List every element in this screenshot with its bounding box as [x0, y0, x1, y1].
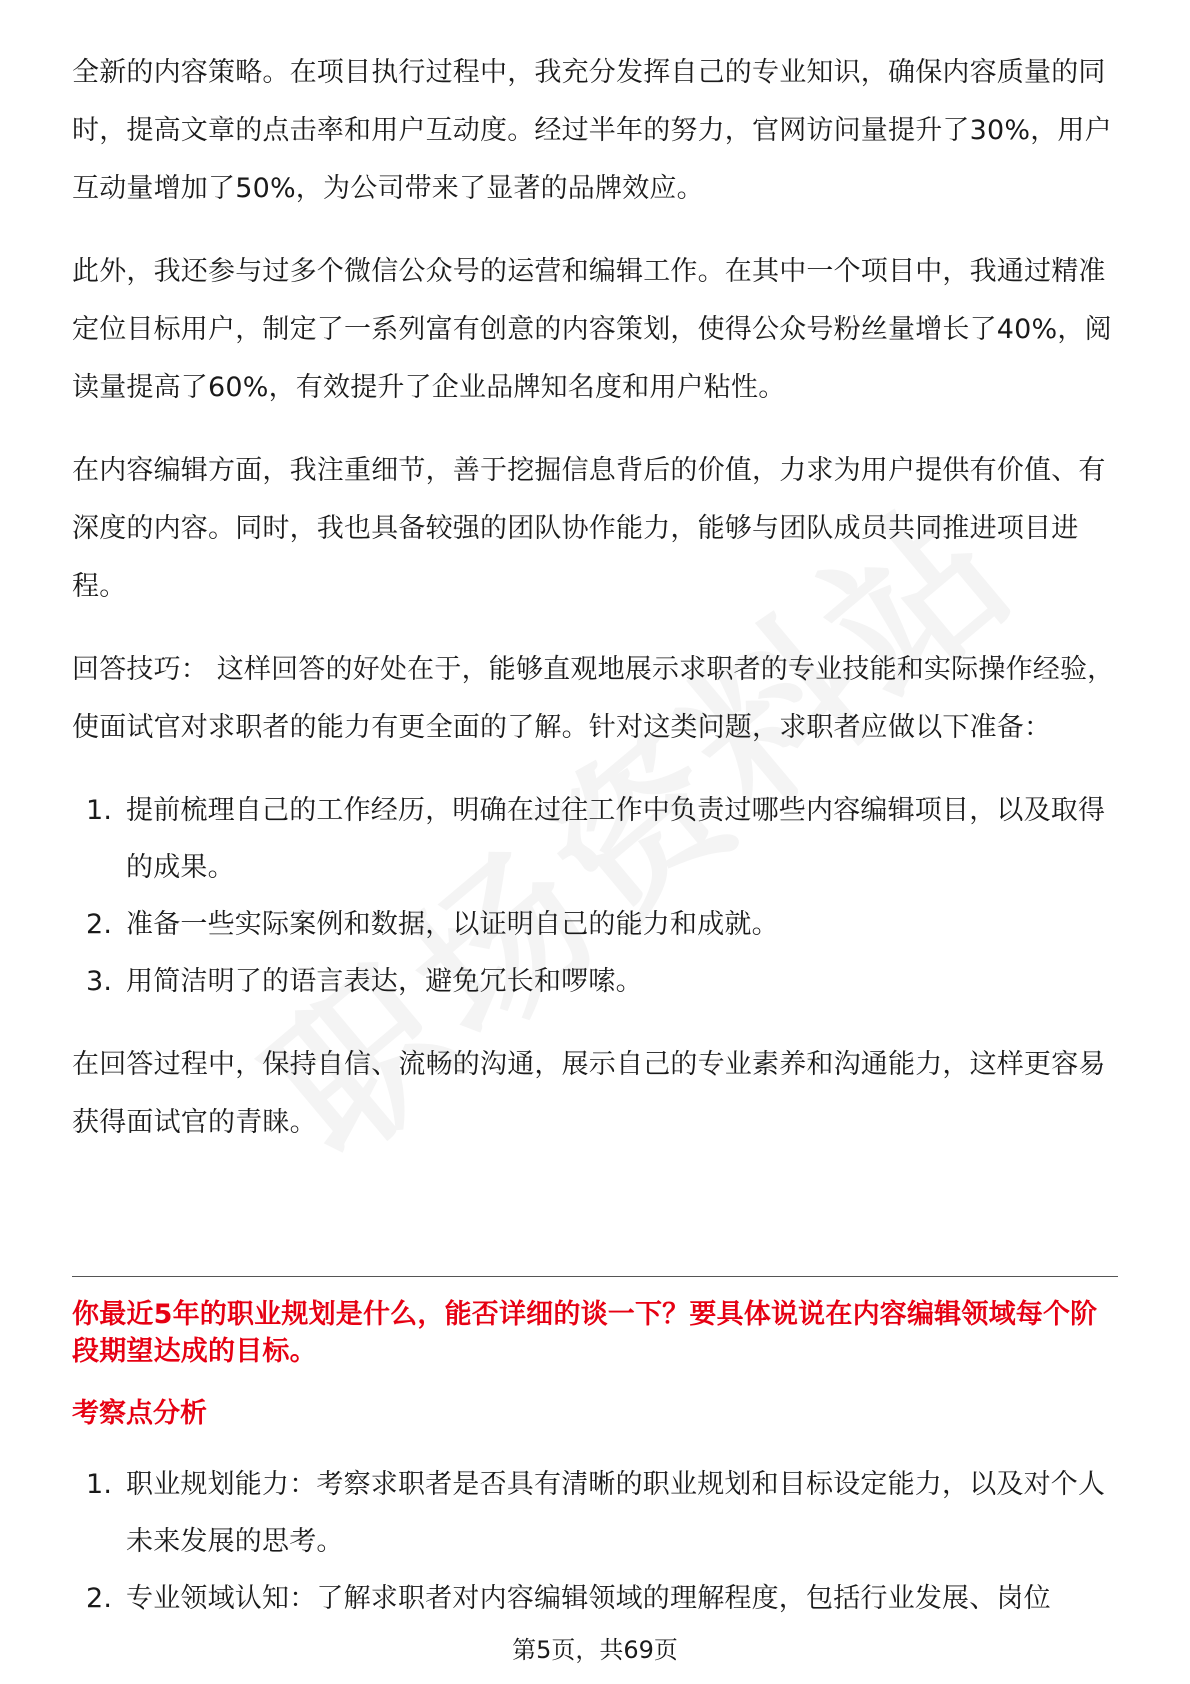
- list-item: [72, 953, 1118, 1010]
- tips-list: [72, 782, 1118, 1010]
- list-item-text: 准备一些实际案例和数据，以证明自己的能力和成就。: [126, 909, 779, 940]
- interview-question: 你最近5年的职业规划是什么，能否详细的谈一下？要具体说说在内容编辑领域每个阶段期望达成的目标。: [72, 1299, 1098, 1367]
- list-item-text: 职业规划能力：考察求职者是否具有清晰的职业规划和目标设定能力，以及对个人未来发展的思考。: [126, 1469, 1106, 1557]
- list-item-text: 用简洁明了的语言表达，避免冗长和啰嗦。: [126, 966, 643, 997]
- paragraph-answer-tips: 回答技巧： 这样回答的好处在于，能够直观地展示求职者的专业技能和实际操作经验，使面试官对求职者的能力有更全面的了解。针对这类问题，求职者应做以下准备：: [72, 654, 1115, 743]
- list-item: [72, 1570, 1118, 1627]
- list-number: 2.: [86, 909, 113, 940]
- list-item: [72, 782, 1118, 896]
- list-number: 3.: [86, 966, 113, 997]
- paragraph-closing: 在回答过程中，保持自信、流畅的沟通，展示自己的专业素养和沟通能力，这样更容易获得面试官的青睐。: [72, 1049, 1106, 1138]
- paragraph-wechat-experience: 此外，我还参与过多个微信公众号的运营和编辑工作。在其中一个项目中，我通过精准定位目标用户，制定了一系列富有创意的内容策划，使得公众号粉丝量增长了40%，阅读量提高了60%，有效提升了企业品牌知名度和用户粘性。: [72, 256, 1112, 403]
- list-item: [72, 1456, 1118, 1570]
- list-item-text: 专业领域认知：了解求职者对内容编辑领域的理解程度，包括行业发展、岗位: [126, 1583, 1051, 1614]
- list-number: 1.: [86, 1469, 113, 1500]
- list-item: [72, 896, 1118, 953]
- answer-content: [72, 44, 1118, 1177]
- question-block: [72, 1296, 1118, 1653]
- list-item-text: 提前梳理自己的工作经历，明确在过往工作中负责过哪些内容编辑项目，以及取得的成果。: [126, 795, 1106, 883]
- paragraph-project-result: 全新的内容策略。在项目执行过程中，我充分发挥自己的专业知识，确保内容质量的同时，提高文章的点击率和用户互动度。经过半年的努力，官网访问量提升了30%，用户互动量增加了50%，为公司带来了显著的品牌效应。: [72, 57, 1112, 204]
- section-divider: [72, 1276, 1118, 1277]
- paragraph-editing-strengths: 在内容编辑方面，我注重细节，善于挖掘信息背后的价值，力求为用户提供有价值、有深度的内容。同时，我也具备较强的团队协作能力，能够与团队成员共同推进项目进程。: [72, 455, 1106, 602]
- list-number: 1.: [86, 795, 113, 826]
- analysis-list: [72, 1456, 1118, 1627]
- page-number: 第5页，共69页: [512, 1636, 678, 1664]
- section-title: 考察点分析: [72, 1398, 207, 1429]
- list-number: 2.: [86, 1583, 113, 1614]
